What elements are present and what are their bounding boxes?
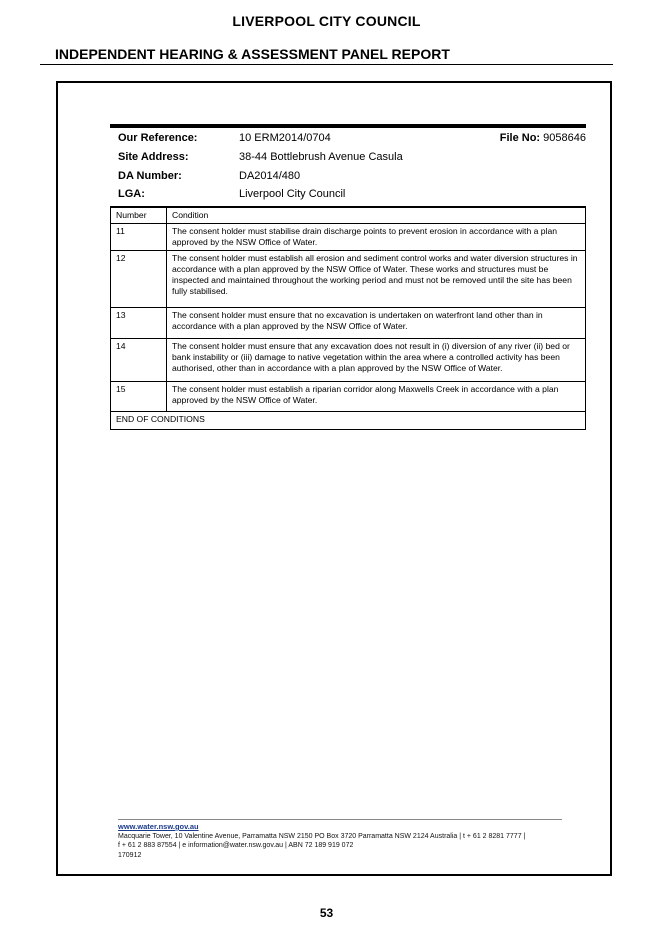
table-row: [111, 224, 586, 251]
file-number-label: File No:: [499, 132, 541, 144]
condition-number: 13: [111, 308, 167, 339]
column-header-condition: Condition: [167, 207, 586, 224]
table-row: [111, 251, 586, 308]
condition-text: The consent holder must ensure that no excavation is undertaken on waterfront land other than in accordance with a plan approved by the NSW Office of Water.: [167, 308, 586, 339]
column-header-number: Number: [111, 207, 167, 224]
letter-top-bar: [110, 124, 586, 128]
site-address-label: Site Address:: [118, 151, 189, 163]
condition-text: The consent holder must ensure that any excavation does not result in (i) diversion of any river (ii) bed or bank instability or (iii) damage to native vegetation within the area where a controlled activity has been authorised, other than in accordance with a plan approved by the NSW Office of Water.: [167, 339, 586, 382]
da-number-label: DA Number:: [118, 170, 182, 182]
condition-number: 14: [111, 339, 167, 382]
footer-address: Macquarie Tower, 10 Valentine Avenue, Parramatta NSW 2150 PO Box 3720 Parramatta NSW 2124 Australia | t + 61 2 8281 7777 |: [118, 832, 526, 840]
table-row: [111, 308, 586, 339]
condition-number: 11: [111, 224, 167, 251]
footer-divider: [118, 819, 562, 820]
site-address-value: 38-44 Bottlebrush Avenue Casula: [239, 151, 403, 163]
condition-text: The consent holder must stabilise drain discharge points to prevent erosion in accordance with a plan approved by the NSW Office of Water.: [167, 224, 586, 251]
conditions-table: [110, 206, 586, 430]
file-number: [500, 132, 586, 144]
end-of-conditions-row: [111, 412, 586, 430]
table-row: [111, 382, 586, 412]
end-of-conditions: END OF CONDITIONS: [111, 412, 586, 430]
table-row: [111, 339, 586, 382]
condition-text: The consent holder must establish all erosion and sediment control works and water diversion structures in accordance with a plan approved by the NSW Office of Water. These works and structures must be inspected and maintained throughout the working period and must not be removed until the site has been fully stabilised.: [167, 251, 586, 308]
da-number-value: DA2014/480: [239, 170, 301, 182]
page-number: 53: [319, 906, 334, 920]
footer-code: 170912: [118, 851, 142, 859]
reference-value: 10 ERM2014/0704: [239, 132, 331, 144]
header-divider: [40, 64, 613, 65]
letter-footer: [118, 822, 525, 860]
lga-value: Liverpool City Council: [239, 188, 346, 200]
council-name: LIVERPOOL CITY COUNCIL: [232, 13, 421, 29]
reference-label: Our Reference:: [118, 132, 198, 144]
file-number-value: 9058646: [543, 132, 586, 144]
table-header-row: [111, 207, 586, 224]
condition-number: 15: [111, 382, 167, 412]
lga-label: LGA:: [118, 188, 145, 200]
footer-contact: f + 61 2 883 87554 | e information@water.nsw.gov.au | ABN 72 189 919 072: [118, 842, 354, 849]
embedded-letter: [56, 81, 612, 876]
condition-text: The consent holder must establish a riparian corridor along Maxwells Creek in accordance with a plan approved by the NSW Office of Water.: [167, 382, 586, 412]
report-title: INDEPENDENT HEARING & ASSESSMENT PANEL REPORT: [55, 46, 450, 62]
footer-website-link[interactable]: www.water.nsw.gov.au: [118, 822, 199, 831]
condition-number: 12: [111, 251, 167, 308]
